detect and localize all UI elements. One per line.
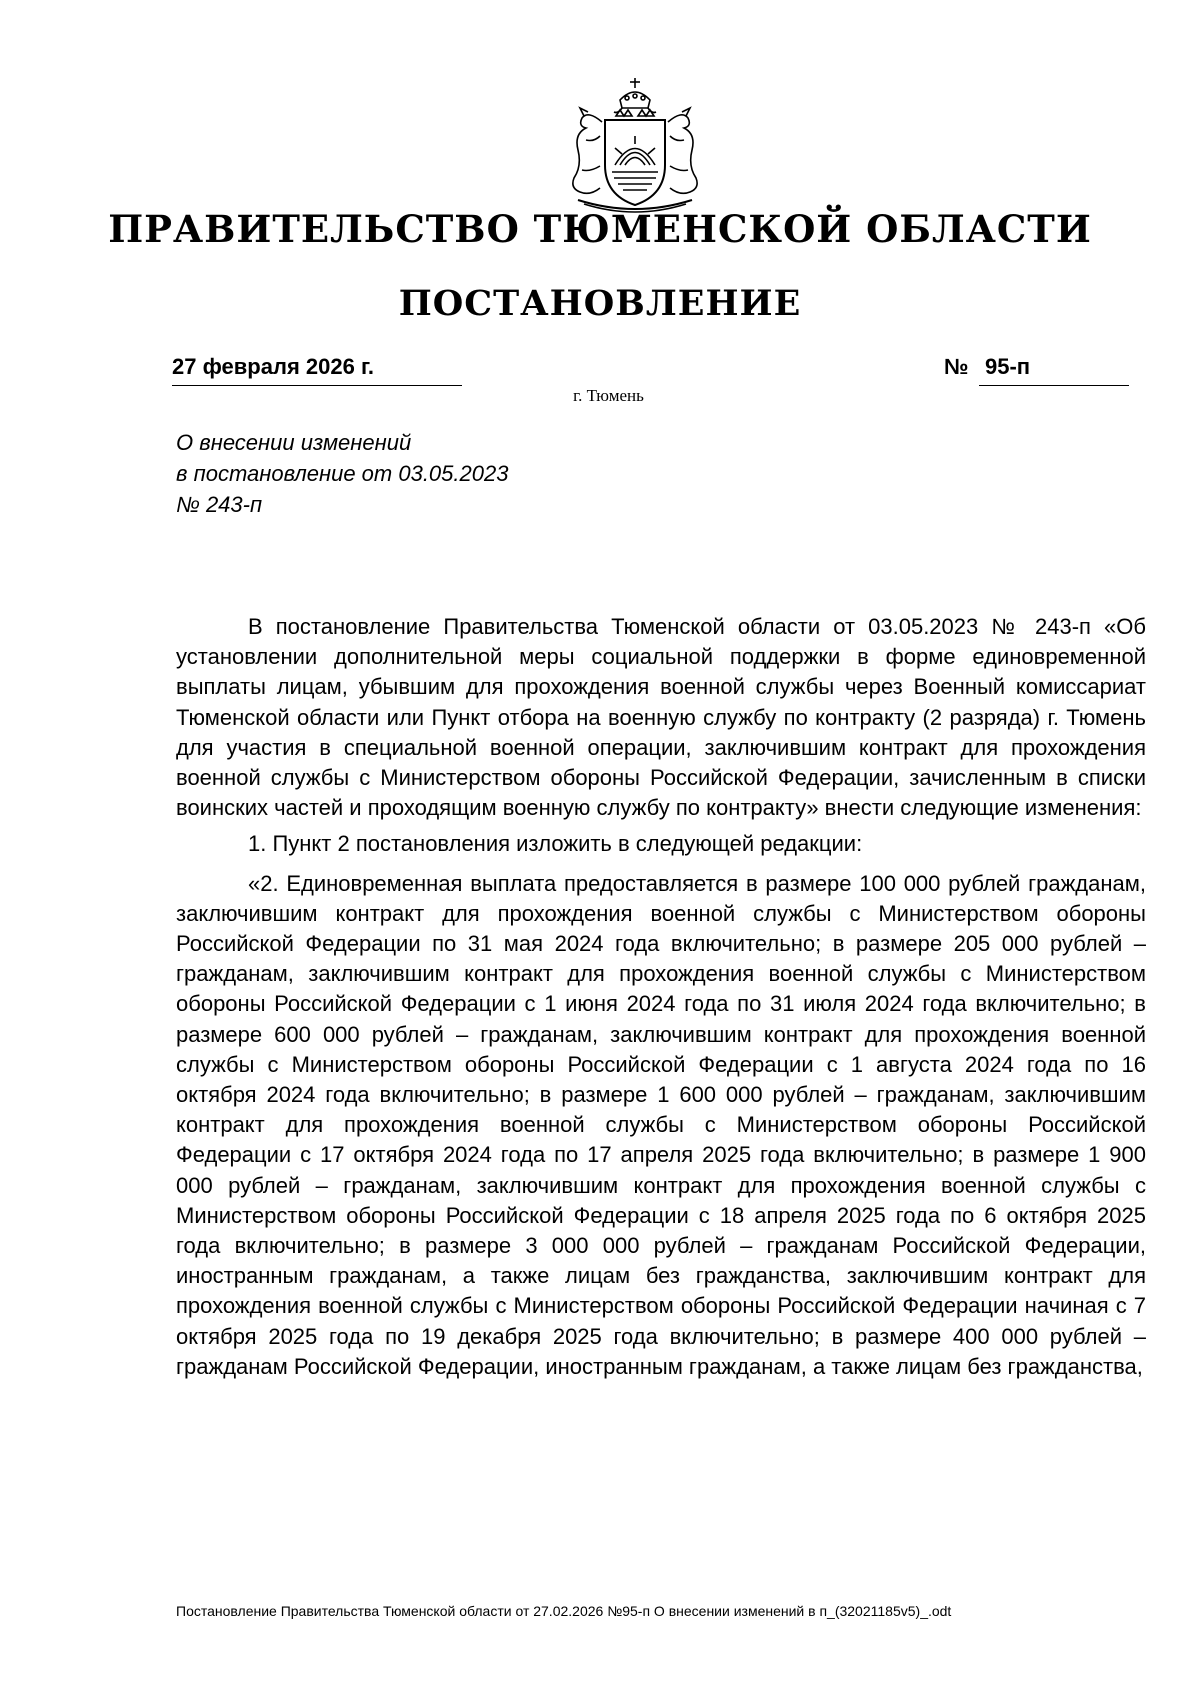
document-body (176, 612, 1146, 1382)
body-paragraph-intro: В постановление Правительства Тюменской области от 03.05.2023 № 243-п «Об установлении дополнительной меры социальной поддержки в форме единовременной выплаты лицам, убывшим для прохождения военной службы через Военный комиссариат Тюменской области или Пункт отбора на военную службу по контракту (2 разряда) г. Тюмень для участия в специальной военной операции, заключившим контракт для прохождения военной службы с Министерством обороны Российской Федерации, зачисленным в списки воинских частей и проходящим военную службу по контракту» внести следующие изменения: (176, 614, 1146, 821)
body-paragraph-item1: 1. Пункт 2 постановления изложить в следующей редакции: (248, 831, 863, 857)
subject-block (176, 427, 676, 520)
coat-of-arms-icon (560, 70, 710, 220)
city: г. Тюмень (573, 386, 644, 405)
document-date: 27 февраля 2026 г. (172, 354, 462, 386)
number-sign: № (944, 354, 969, 379)
subject-line: № 243-п (176, 492, 263, 517)
document-number-field (979, 354, 1129, 386)
page-footer: Постановление Правительства Тюменской области от 27.02.2026 №95-п О внесении изменений в п_(32021185v5)_.odt (176, 1603, 952, 1619)
document-number: 95-п (985, 354, 1031, 379)
body-paragraph-quote: «2. Единовременная выплата предоставляется в размере 100 000 рублей гражданам, заключившим контракт для прохождения военной службы с Министерством обороны Российской Федерации по 31 мая 2024 года включительно; в размере 205 000 рублей – гражданам, заключившим контракт для прохождения военной службы с Министерством обороны Российской Федерации с 1 июня 2024 года по 31 июля 2024 года включительно; в размере 600 000 рублей – гражданам, заключившим контракт для прохождения военной службы с Министерством обороны Российской Федерации с 1 августа 2024 года по 16 октября 2024 года включительно; в размере 1 600 000 рублей – гражданам, заключившим контракт для прохождения военной службы с Министерством обороны Российской Федерации с 17 октября 2024 года по 17 апреля 2025 года включительно; в размере 1 900 000 рублей – гражданам, заключившим контракт для прохождения военной службы с Министерством обороны Российской Федерации с 18 апреля 2025 года по 6 октября 2025 года включительно; в размере 3 000 000 рублей – гражданам Российской Федерации, иностранным гражданам, а также лицам без гражданства, заключившим контракт для прохождения военной службы с Министерством обороны Российской Федерации начиная с 7 октября 2025 года по 19 декабря 2025 года включительно; в размере 400 000 рублей – гражданам Российской Федерации, иностранным гражданам, а также лицам без гражданства, (176, 870, 1146, 1379)
subject-line: О внесении изменений (176, 430, 412, 455)
document-type: ПОСТАНОВЛЕНИЕ (398, 283, 802, 324)
government-title: ПРАВИТЕЛЬСТВО ТЮМЕНСКОЙ ОБЛАСТИ (108, 207, 1092, 251)
subject-line: в постановление от 03.05.2023 (176, 461, 509, 486)
